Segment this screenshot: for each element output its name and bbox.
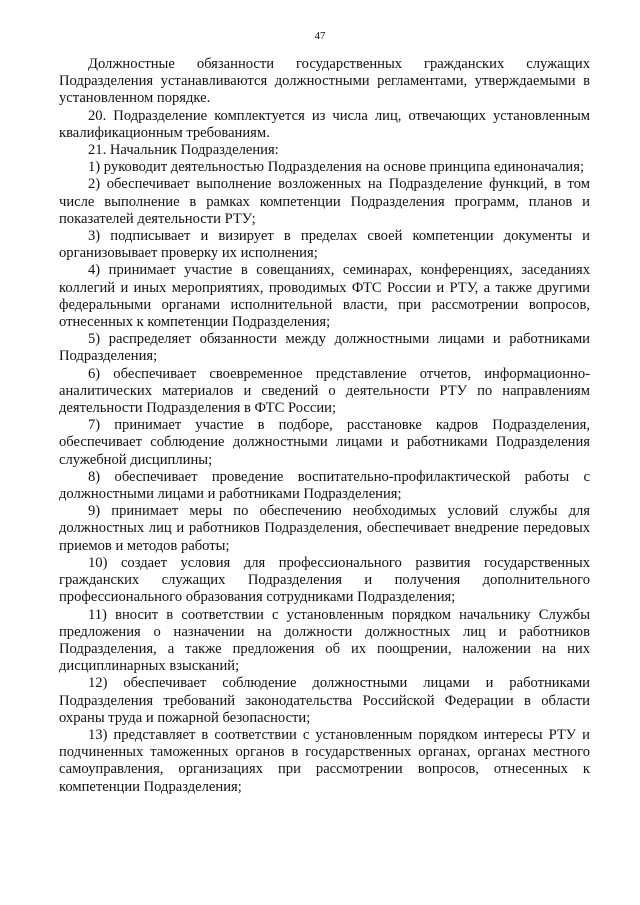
list-item-10: 10) создает условия для профессионального развития государственных гражданских служащих Подразделения и получения дополнительного профессионального образования сотрудниками Подразделения; [59, 554, 590, 606]
page-number: 47 [314, 30, 326, 42]
list-item-2: 2) обеспечивает выполнение возложенных на Подразделение функций, в том числе выполнение в рамках компетенции Подразделения программ, планов и показателей деятельности РТУ; [59, 176, 590, 227]
list-item-11: 11) вносит в соответствии с установленным порядком начальнику Службы предложения о назначении на должности должностных лиц и работников Подразделения, а также предложения об их поощрении, наложении на них дисциплинарных взысканий; [59, 606, 590, 675]
list-item-7: 7) принимает участие в подборе, расстановке кадров Подразделения, обеспечивает соблюдение должностными лицами и работниками Подразделения служебной дисциплины; [59, 417, 590, 468]
list-item-1: 1) руководит деятельностью Подразделения на основе принципа единоначалия; [88, 159, 585, 176]
paragraph-20-staffing: 20. Подразделение комплектуется из числа лиц, отвечающих установленным квалификационным требованиям. [59, 107, 590, 141]
list-item-13: 13) представляет в соответствии с установленным порядком интересы РТУ и подчиненных таможенных органов в государственных органах, органах местного самоуправления, организациях при рассмотрении вопросов, отнесенных к компетенции Подразделения; [59, 726, 590, 795]
list-item-9: 9) принимает меры по обеспечению необходимых условий службы для должностных лиц и работников Подразделения, обеспечивает внедрение передовых приемов и методов работы; [59, 503, 590, 554]
paragraph-duties-regulations: Должностные обязанности государственных гражданских служащих Подразделения устанавливаются должностными регламентами, утверждаемыми в установленном порядке. [59, 56, 590, 107]
list-item-8: 8) обеспечивает проведение воспитательно-профилактической работы с должностными лицами и работниками Подразделения; [59, 468, 590, 503]
document-body [59, 56, 590, 796]
list-item-6: 6) обеспечивает своевременное представление отчетов, информационно-аналитических материалов и сведений о деятельности РТУ по направлениям деятельности Подразделения в ФТС России; [59, 365, 590, 417]
paragraph-21-head-heading: 21. Начальник Подразделения: [88, 142, 279, 159]
list-item-12: 12) обеспечивает соблюдение должностными лицами и работниками Подразделения требований законодательства Российской Федерации в области охраны труда и пожарной безопасности; [59, 675, 590, 726]
list-item-4: 4) принимает участие в совещаниях, семинарах, конференциях, заседаниях коллегий и иных мероприятиях, проводимых ФТС России и РТУ, а также другими федеральными органами исполнительной власти, при рассмотрении вопросов, отнесенных к компетенции Подразделения; [59, 262, 590, 331]
list-item-3: 3) подписывает и визирует в пределах своей компетенции документы и организовывает проверку их исполнения; [59, 228, 590, 262]
list-item-5: 5) распределяет обязанности между должностными лицами и работниками Подразделения; [59, 331, 590, 365]
